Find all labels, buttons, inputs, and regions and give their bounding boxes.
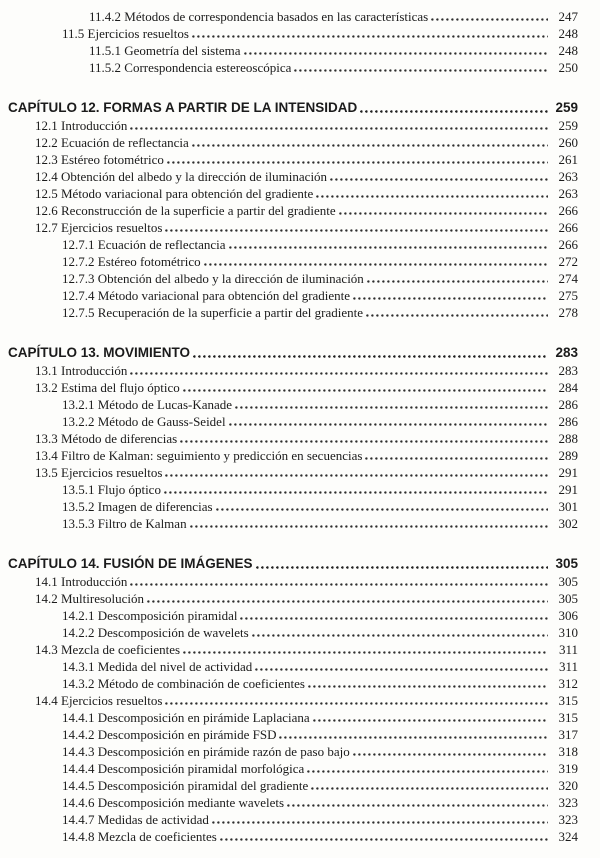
toc-entry: [8, 202, 578, 219]
dot-leader: [216, 508, 548, 511]
toc-entry-label: 12.5 Método variacional para obtención del gradiente: [35, 186, 314, 201]
dot-leader: [279, 736, 548, 739]
dot-leader: [220, 838, 548, 841]
toc-entry: [8, 396, 578, 413]
toc-entry-label: 14.3.1 Medida del nivel de actividad: [62, 659, 253, 674]
dot-leader: [130, 127, 548, 130]
toc-entry-page: 311: [558, 659, 578, 674]
toc-entry: [8, 270, 578, 287]
dot-leader: [183, 651, 548, 654]
toc-chapter-entry: [8, 343, 578, 362]
toc-entry-page: 324: [558, 829, 578, 844]
toc-entry-label: 14.4.7 Medidas de actividad: [62, 812, 209, 827]
toc-entry-page: 250: [558, 60, 578, 75]
toc-entry-label: 13.5.2 Imagen de diferencias: [62, 499, 213, 514]
toc-entry-page: 305: [555, 556, 578, 571]
toc-entry-page: 317: [558, 727, 578, 742]
toc-entry: [8, 8, 578, 25]
toc-entry-page: 311: [558, 642, 578, 657]
toc-entry-label: 12.2 Ecuación de reflectancia: [35, 135, 189, 150]
toc-entry-label: 14.4.6 Descomposición mediante wavelets: [62, 795, 285, 810]
toc-entry: [8, 134, 578, 151]
toc-entry: [8, 607, 578, 624]
toc-entry-page: 323: [558, 795, 578, 810]
toc-entry-label: 11.5.1 Geometría del sistema: [89, 43, 241, 58]
dot-leader: [365, 457, 548, 460]
toc-entry-page: 263: [558, 186, 578, 201]
toc-entry-label: 14.4.5 Descomposición piramidal del gradiente: [62, 778, 309, 793]
dot-leader: [316, 195, 548, 198]
dot-leader: [212, 821, 548, 824]
toc-entry: [8, 743, 578, 760]
dot-leader: [330, 178, 548, 181]
toc-entry: [8, 362, 578, 379]
toc-entry-page: 247: [558, 9, 578, 24]
toc-entry-label: 14.2.2 Descomposición de wavelets: [62, 625, 249, 640]
toc-entry: [8, 726, 578, 743]
toc-entry-page: 286: [558, 397, 578, 412]
toc-entry-page: 301: [558, 499, 578, 514]
toc-entry-label: 13.2.1 Método de Lucas-Kanade: [62, 397, 233, 412]
dot-leader: [366, 314, 548, 317]
toc-entry-page: 283: [558, 363, 578, 378]
toc-entry-label: 14.1 Introducción: [35, 574, 128, 589]
toc-entry-page: 315: [558, 710, 578, 725]
toc-entry: [8, 185, 578, 202]
dot-leader: [183, 389, 548, 392]
toc-entry: [8, 447, 578, 464]
toc-entry: [8, 236, 578, 253]
toc-entry-page: 260: [558, 135, 578, 150]
dot-leader: [167, 161, 548, 164]
toc-entry: [8, 287, 578, 304]
toc-entry-label: 13.5.3 Filtro de Kalman: [62, 516, 187, 531]
dot-leader: [164, 491, 548, 494]
toc-entry-label: 13.5.1 Flujo óptico: [62, 482, 161, 497]
toc-entry-page: 266: [558, 237, 578, 252]
dot-leader: [244, 52, 548, 55]
toc-entry-label: 12.7.4 Método variacional para obtención del gradiente: [62, 288, 351, 303]
toc-entry: [8, 573, 578, 590]
toc-entry-page: 259: [555, 100, 578, 115]
toc-entry-page: 286: [558, 414, 578, 429]
toc-entry-label: 13.3 Método de diferencias: [35, 431, 178, 446]
toc-entry-page: 266: [558, 203, 578, 218]
toc-entry-page: 272: [558, 254, 578, 269]
toc-entry-label: 13.4 Filtro de Kalman: seguimiento y predicción en secuencias: [35, 448, 363, 463]
dot-leader: [307, 770, 548, 773]
toc-entry-page: 302: [558, 516, 578, 531]
toc-entry-label: 12.7.5 Recuperación de la superficie a partir del gradiente: [62, 305, 364, 320]
toc-entry-label: 12.7.3 Obtención del albedo y la dirección de iluminación: [62, 271, 364, 286]
toc-entry-page: 261: [558, 152, 578, 167]
toc-entry: [8, 794, 578, 811]
dot-leader: [313, 719, 548, 722]
toc-entry-label: 12.7 Ejercicios resueltos: [35, 220, 163, 235]
toc-entry: [8, 430, 578, 447]
toc-entry: [8, 25, 578, 42]
toc-entry-label: 14.4.3 Descomposición en pirámide razón de paso bajo: [62, 744, 350, 759]
toc-entry: [8, 42, 578, 59]
dot-leader: [353, 753, 548, 756]
toc-chapter-entry: [8, 554, 578, 573]
toc-entry-label: 14.3.2 Método de combinación de coeficientes: [62, 676, 305, 691]
toc-entry: [8, 219, 578, 236]
dot-leader: [165, 229, 548, 232]
dot-leader: [308, 685, 548, 688]
toc-entry: [8, 777, 578, 794]
dot-leader: [367, 280, 548, 283]
toc-entry: [8, 641, 578, 658]
toc-entry-page: 248: [558, 43, 578, 58]
toc-entry: [8, 590, 578, 607]
toc-entry-label: CAPÍTULO 13. MOVIMIENTO: [8, 345, 191, 360]
toc-entry: [8, 828, 578, 845]
dot-leader: [339, 212, 548, 215]
toc-entry-page: 275: [558, 288, 578, 303]
toc-entry-label: 12.6 Reconstrucción de la superficie a partir del gradiente: [35, 203, 336, 218]
toc-list: [8, 8, 578, 845]
toc-entry-page: 291: [558, 482, 578, 497]
toc-entry-page: 305: [558, 591, 578, 606]
toc-entry-page: 278: [558, 305, 578, 320]
dot-leader: [130, 583, 548, 586]
toc-entry-label: 11.4.2 Métodos de correspondencia basados en las características: [89, 9, 429, 24]
dot-leader: [431, 18, 548, 21]
toc-entry: [8, 481, 578, 498]
dot-leader: [165, 702, 548, 705]
toc-entry-label: 14.2.1 Descomposición piramidal: [62, 608, 238, 623]
toc-entry: [8, 413, 578, 430]
toc-entry: [8, 151, 578, 168]
toc-entry-label: 12.7.2 Estéreo fotométrico: [62, 254, 201, 269]
toc-entry: [8, 168, 578, 185]
toc-entry: [8, 464, 578, 481]
dot-leader: [165, 474, 548, 477]
toc-entry-label: 14.4.4 Descomposición piramidal morfológica: [62, 761, 305, 776]
toc-entry-page: 263: [558, 169, 578, 184]
toc-entry-page: 312: [558, 676, 578, 691]
toc-entry-page: 319: [558, 761, 578, 776]
toc-entry-page: 306: [558, 608, 578, 623]
toc-entry: [8, 117, 578, 134]
toc-entry-page: 266: [558, 220, 578, 235]
toc-entry: [8, 675, 578, 692]
dot-leader: [255, 668, 548, 671]
toc-entry-label: 11.5.2 Correspondencia estereoscópica: [89, 60, 292, 75]
toc-entry-page: 320: [558, 778, 578, 793]
toc-entry-label: 12.4 Obtención del albedo y la dirección de iluminación: [35, 169, 328, 184]
dot-leader: [229, 423, 548, 426]
toc-entry-page: 248: [558, 26, 578, 41]
toc-entry-label: 13.2.2 Método de Gauss-Seidel: [62, 414, 226, 429]
toc-entry-page: 310: [558, 625, 578, 640]
toc-entry-page: 305: [558, 574, 578, 589]
dot-leader: [353, 297, 548, 300]
toc-entry-page: 259: [558, 118, 578, 133]
dot-leader: [147, 600, 548, 603]
toc-entry-label: 14.4.2 Descomposición en pirámide FSD: [62, 727, 277, 742]
dot-leader: [193, 355, 548, 358]
toc-entry: [8, 515, 578, 532]
dot-leader: [180, 440, 548, 443]
toc-entry-label: 12.7.1 Ecuación de reflectancia: [62, 237, 226, 252]
toc-entry-label: 14.2 Multiresolución: [35, 591, 145, 606]
toc-entry-label: 13.1 Introducción: [35, 363, 128, 378]
toc-entry-label: 13.5 Ejercicios resueltos: [35, 465, 163, 480]
toc-entry: [8, 304, 578, 321]
toc-entry: [8, 59, 578, 76]
toc-chapter-entry: [8, 98, 578, 117]
toc-entry-label: 14.4 Ejercicios resueltos: [35, 693, 163, 708]
toc-entry: [8, 658, 578, 675]
toc-entry-page: 291: [558, 465, 578, 480]
toc-entry-page: 288: [558, 431, 578, 446]
toc-entry-label: 14.3 Mezcla de coeficientes: [35, 642, 181, 657]
toc-entry-label: 14.4.8 Mezcla de coeficientes: [62, 829, 217, 844]
toc-entry-label: CAPÍTULO 14. FUSIÓN DE IMÁGENES: [8, 556, 253, 571]
dot-leader: [130, 372, 548, 375]
toc-entry-page: 283: [555, 345, 578, 360]
toc-entry: [8, 253, 578, 270]
dot-leader: [252, 634, 548, 637]
toc-entry: [8, 379, 578, 396]
toc-entry-page: 289: [558, 448, 578, 463]
toc-entry-page: 284: [558, 380, 578, 395]
toc-entry-page: 323: [558, 812, 578, 827]
toc-entry-label: 13.2 Estima del flujo óptico: [35, 380, 180, 395]
dot-leader: [190, 525, 548, 528]
toc-entry-label: 11.5 Ejercicios resueltos: [62, 26, 189, 41]
dot-leader: [204, 263, 548, 266]
dot-leader: [229, 246, 549, 249]
toc-entry-label: 12.3 Estéreo fotométrico: [35, 152, 164, 167]
dot-leader: [360, 110, 548, 113]
toc-entry-label: 14.4.1 Descomposición en pirámide Laplaciana: [62, 710, 310, 725]
toc-entry: [8, 692, 578, 709]
toc-entry-page: 274: [558, 271, 578, 286]
dot-leader: [311, 787, 548, 790]
toc-entry: [8, 709, 578, 726]
dot-leader: [294, 69, 548, 72]
dot-leader: [192, 144, 548, 147]
dot-leader: [192, 35, 548, 38]
toc-entry-page: 318: [558, 744, 578, 759]
toc-entry-label: 12.1 Introducción: [35, 118, 128, 133]
toc-entry: [8, 624, 578, 641]
dot-leader: [240, 617, 548, 620]
toc-entry-page: 315: [558, 693, 578, 708]
toc-entry: [8, 760, 578, 777]
toc-entry-label: CAPÍTULO 12. FORMAS A PARTIR DE LA INTENSIDAD: [8, 100, 358, 115]
toc-entry: [8, 811, 578, 828]
dot-leader: [256, 566, 548, 569]
toc-entry: [8, 498, 578, 515]
dot-leader: [287, 804, 548, 807]
dot-leader: [235, 406, 548, 409]
